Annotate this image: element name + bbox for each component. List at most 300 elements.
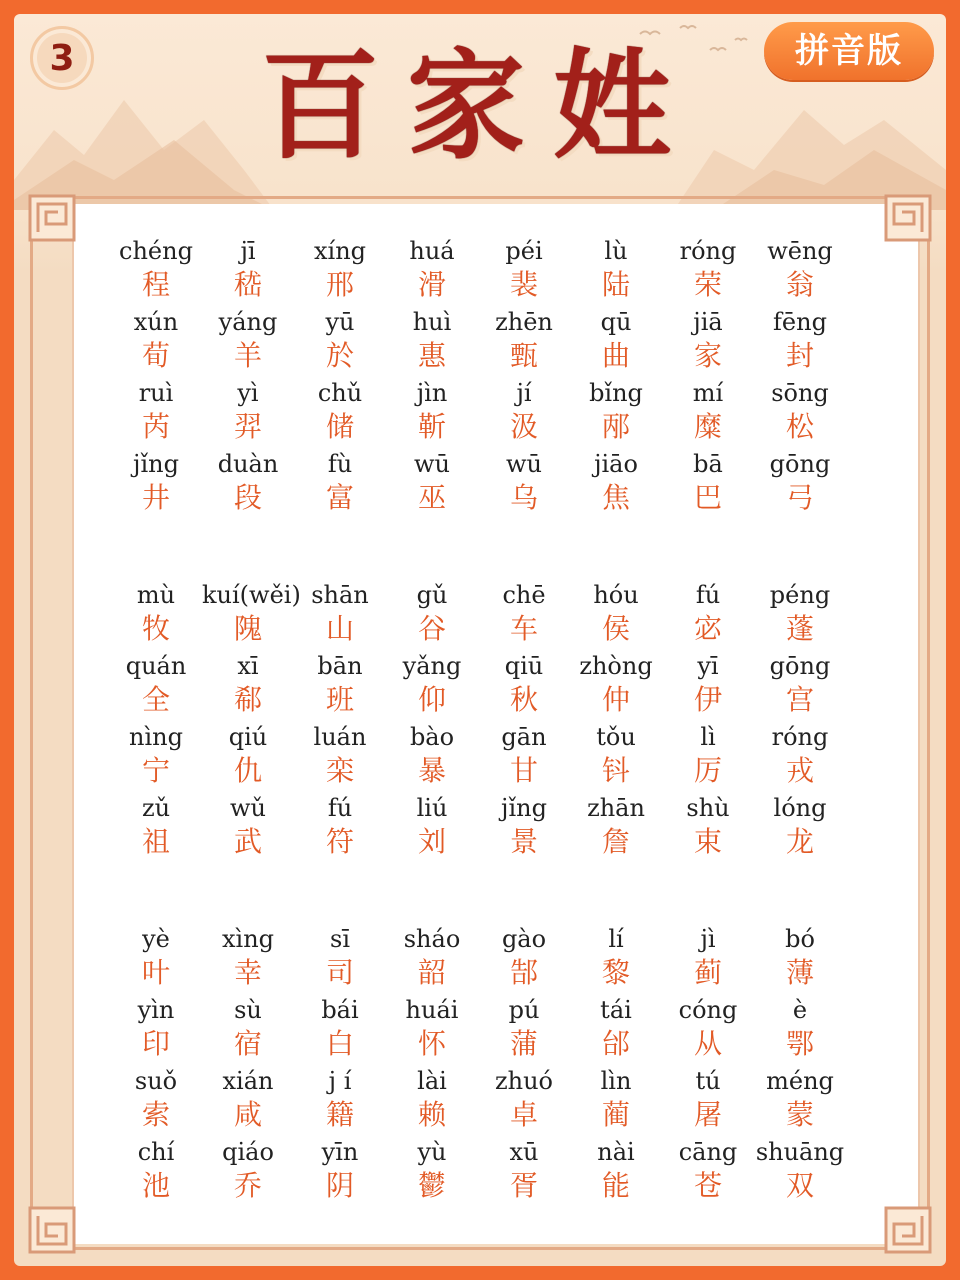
- surname-character: 巴: [693, 481, 722, 514]
- surname-cell: [754, 578, 846, 649]
- surname-cell: [110, 234, 202, 305]
- pinyin-label: yì: [237, 379, 259, 407]
- pinyin-label: qiáo: [222, 1138, 274, 1166]
- surname-cell: [294, 578, 386, 649]
- surname-cell: [754, 1135, 846, 1206]
- pinyin-label: péi: [505, 237, 543, 265]
- surname-character: 宓: [693, 612, 722, 645]
- surname-character: 薄: [785, 956, 814, 989]
- surname-cell: [294, 447, 386, 518]
- pinyin-label: suǒ: [134, 1067, 178, 1095]
- surname-character: 胥: [509, 1169, 538, 1202]
- surname-cell: [478, 305, 570, 376]
- surname-character: 武: [233, 825, 262, 858]
- pinyin-label: wū: [506, 450, 542, 478]
- surname-row: [110, 578, 850, 649]
- surname-row: [110, 720, 850, 791]
- surname-character: 荀: [141, 339, 170, 372]
- surname-cell: [662, 447, 754, 518]
- surname-cell: [478, 993, 570, 1064]
- pinyin-label: sōng: [771, 379, 829, 407]
- pinyin-label: bái: [321, 996, 359, 1024]
- surname-cell: [570, 447, 662, 518]
- surname-cell: [570, 1135, 662, 1206]
- surname-character: 松: [785, 410, 814, 443]
- surname-row: [110, 305, 850, 376]
- pinyin-label: chéng: [119, 237, 193, 265]
- pinyin-label: jí: [516, 379, 532, 407]
- pinyin-label: bó: [785, 925, 815, 953]
- pinyin-label: shān: [311, 581, 369, 609]
- surname-cell: [754, 376, 846, 447]
- surname-character: 乌: [509, 481, 538, 514]
- surname-row: [110, 1135, 850, 1206]
- pinyin-label: gōng: [769, 652, 831, 680]
- surname-cell: [662, 305, 754, 376]
- surname-character: 芮: [141, 410, 170, 443]
- pinyin-label: yīn: [321, 1138, 359, 1166]
- surname-cell: [202, 1064, 294, 1135]
- surname-character: 蒲: [509, 1027, 538, 1060]
- surname-cell: [754, 791, 846, 862]
- pinyin-label: xián: [222, 1067, 274, 1095]
- surname-character: 邰: [601, 1027, 630, 1060]
- surname-cell: [386, 1064, 478, 1135]
- surname-cell: [754, 447, 846, 518]
- page-number-badge: 3: [30, 26, 94, 90]
- surname-section: [110, 234, 850, 518]
- pinyin-label: huá: [409, 237, 455, 265]
- surname-cell: [386, 447, 478, 518]
- surname-cell: [294, 993, 386, 1064]
- pinyin-label: jìn: [416, 379, 448, 407]
- corner-ornament-icon: [884, 194, 932, 242]
- pinyin-label: lài: [417, 1067, 447, 1095]
- surname-character: 侯: [601, 612, 630, 645]
- surname-character: 乔: [233, 1169, 262, 1202]
- surname-cell: [570, 993, 662, 1064]
- pinyin-label: fù: [327, 450, 353, 478]
- pinyin-label: gǔ: [416, 581, 448, 609]
- surname-row: [110, 1064, 850, 1135]
- surname-section: [110, 578, 850, 862]
- surname-row: [110, 791, 850, 862]
- corner-ornament-icon: [884, 1206, 932, 1254]
- corner-ornament-icon: [28, 1206, 76, 1254]
- pinyin-label: yáng: [218, 308, 278, 336]
- surname-character: 靳: [417, 410, 446, 443]
- surname-cell: [570, 791, 662, 862]
- surname-cell: [478, 447, 570, 518]
- surname-character: 祖: [141, 825, 170, 858]
- surname-cell: [754, 720, 846, 791]
- surname-section: [110, 922, 850, 1206]
- pinyin-label: cóng: [678, 996, 738, 1024]
- surname-cell: [110, 447, 202, 518]
- pinyin-label: huái: [405, 996, 459, 1024]
- surname-character: 车: [509, 612, 538, 645]
- surname-cell: [110, 791, 202, 862]
- surname-cell: [478, 720, 570, 791]
- surname-character: 曲: [601, 339, 630, 372]
- corner-ornament-icon: [28, 194, 76, 242]
- pinyin-label: lìn: [600, 1067, 632, 1095]
- pinyin-label: mù: [136, 581, 176, 609]
- surname-cell: [202, 1135, 294, 1206]
- surname-character: 白: [325, 1027, 354, 1060]
- surname-row: [110, 922, 850, 993]
- pinyin-label: gào: [501, 925, 547, 953]
- surname-cell: [202, 649, 294, 720]
- surname-cell: [754, 305, 846, 376]
- surname-cell: [202, 578, 301, 649]
- surname-cell: [754, 234, 846, 305]
- pinyin-label: fú: [327, 794, 353, 822]
- surname-character: 谷: [417, 612, 446, 645]
- surname-character: 於: [325, 339, 354, 372]
- surname-cell: [294, 305, 386, 376]
- pinyin-label: chē: [502, 581, 546, 609]
- surname-cell: [202, 993, 294, 1064]
- surname-row: [110, 447, 850, 518]
- surname-cell: [570, 305, 662, 376]
- surname-character: 戎: [785, 754, 814, 787]
- pinyin-label: tú: [695, 1067, 721, 1095]
- surname-cell: [570, 922, 662, 993]
- pinyin-label: sù: [234, 996, 262, 1024]
- surname-character: 牧: [141, 612, 170, 645]
- pinyin-label: zhuó: [494, 1067, 553, 1095]
- surname-row: [110, 376, 850, 447]
- pinyin-label: lù: [604, 237, 628, 265]
- surname-cell: [478, 1064, 570, 1135]
- surname-character: 宫: [785, 683, 814, 716]
- surname-cell: [202, 447, 294, 518]
- surname-character: 钭: [601, 754, 630, 787]
- surname-cell: [662, 993, 754, 1064]
- surname-character: 弓: [785, 481, 814, 514]
- pinyin-label: yī: [697, 652, 719, 680]
- pinyin-label: quán: [125, 652, 187, 680]
- pinyin-label: nìng: [129, 723, 183, 751]
- surname-character: 班: [325, 683, 354, 716]
- surname-cell: [202, 305, 294, 376]
- surname-cell: [110, 993, 202, 1064]
- pinyin-label: péng: [769, 581, 831, 609]
- surname-character: 富: [325, 481, 354, 514]
- pinyin-label: lì: [700, 723, 716, 751]
- surname-cell: [386, 791, 478, 862]
- surname-character: 陆: [601, 268, 630, 301]
- surname-character: 井: [141, 481, 170, 514]
- pinyin-label: zǔ: [141, 794, 171, 822]
- pinyin-label: jī: [240, 237, 256, 265]
- surname-cell: [386, 234, 478, 305]
- surname-character: 仰: [417, 683, 446, 716]
- surname-cell: [294, 234, 386, 305]
- pinyin-label: cāng: [678, 1138, 738, 1166]
- pinyin-label: bān: [317, 652, 363, 680]
- surname-cell: [478, 376, 570, 447]
- surname-cell: [662, 1135, 754, 1206]
- surname-character: 池: [141, 1169, 170, 1202]
- pinyin-label: jì: [700, 925, 716, 953]
- pinyin-label: jiā: [693, 308, 723, 336]
- surname-grid: [110, 234, 850, 1266]
- surname-cell: [294, 1135, 386, 1206]
- surname-character: 索: [141, 1098, 170, 1131]
- surname-character: 荣: [693, 268, 722, 301]
- surname-cell: [570, 649, 662, 720]
- surname-cell: [570, 720, 662, 791]
- surname-character: 赖: [417, 1098, 446, 1131]
- surname-cell: [478, 234, 570, 305]
- surname-cell: [662, 791, 754, 862]
- surname-cell: [662, 234, 754, 305]
- edition-badge: 拼音版: [764, 22, 934, 80]
- pinyin-label: qū: [600, 308, 632, 336]
- surname-cell: [202, 922, 294, 993]
- pinyin-label: méng: [766, 1067, 834, 1095]
- surname-cell: [570, 376, 662, 447]
- surname-character: 焦: [601, 481, 630, 514]
- surname-row: [110, 993, 850, 1064]
- surname-character: 段: [233, 481, 262, 514]
- pinyin-label: róng: [771, 723, 829, 751]
- surname-cell: [386, 1135, 478, 1206]
- surname-cell: [386, 305, 478, 376]
- surname-cell: [110, 305, 202, 376]
- pinyin-label: zhòng: [579, 652, 653, 680]
- surname-cell: [386, 376, 478, 447]
- surname-row: [110, 649, 850, 720]
- pinyin-label: jǐng: [501, 794, 547, 822]
- surname-character: 印: [141, 1027, 170, 1060]
- surname-character: 裴: [509, 268, 538, 301]
- surname-cell: [386, 720, 478, 791]
- pinyin-label: lí: [608, 925, 624, 953]
- pinyin-label: zhān: [587, 794, 645, 822]
- pinyin-label: tǒu: [596, 723, 636, 751]
- surname-character: 苍: [693, 1169, 722, 1202]
- surname-character: 封: [785, 339, 814, 372]
- surname-character: 龙: [785, 825, 814, 858]
- surname-character: 山: [325, 612, 354, 645]
- pinyin-label: wēng: [767, 237, 833, 265]
- pinyin-label: xū: [509, 1138, 539, 1166]
- pinyin-label: wū: [414, 450, 450, 478]
- pinyin-label: huì: [412, 308, 452, 336]
- surname-character: 郗: [233, 683, 262, 716]
- surname-character: 阴: [325, 1169, 354, 1202]
- surname-character: 詹: [601, 825, 630, 858]
- pinyin-label: mí: [692, 379, 724, 407]
- surname-cell: [662, 1064, 754, 1135]
- surname-cell: [478, 922, 570, 993]
- surname-character: 栾: [325, 754, 354, 787]
- pinyin-label: bā: [693, 450, 723, 478]
- pinyin-label: duàn: [217, 450, 279, 478]
- surname-character: 蓬: [785, 612, 814, 645]
- pinyin-label: shù: [686, 794, 730, 822]
- pinyin-label: yū: [325, 308, 355, 336]
- surname-cell: [386, 993, 478, 1064]
- pinyin-label: wǔ: [230, 794, 266, 822]
- surname-character: 咸: [233, 1098, 262, 1131]
- pinyin-label: kuí(wěi): [202, 581, 301, 609]
- surname-cell: [202, 791, 294, 862]
- surname-cell: [662, 649, 754, 720]
- surname-cell: [386, 649, 478, 720]
- surname-character: 羊: [233, 339, 262, 372]
- surname-character: 卓: [509, 1098, 538, 1131]
- pinyin-label: pú: [508, 996, 540, 1024]
- pinyin-label: lóng: [773, 794, 827, 822]
- pinyin-label: luán: [313, 723, 367, 751]
- surname-character: 符: [325, 825, 354, 858]
- surname-character: 叶: [141, 956, 170, 989]
- pinyin-label: zhēn: [495, 308, 553, 336]
- surname-cell: [754, 1064, 846, 1135]
- surname-cell: [202, 376, 294, 447]
- surname-cell: [754, 993, 846, 1064]
- surname-row: [110, 234, 850, 305]
- surname-character: 能: [601, 1169, 630, 1202]
- pinyin-label: j í: [328, 1067, 352, 1095]
- pinyin-label: yè: [142, 925, 170, 953]
- surname-character: 惠: [417, 339, 446, 372]
- surname-cell: [570, 234, 662, 305]
- surname-character: 蔺: [601, 1098, 630, 1131]
- surname-character: 刘: [417, 825, 446, 858]
- surname-cell: [110, 1064, 202, 1135]
- surname-character: 从: [693, 1027, 722, 1060]
- surname-cell: [110, 649, 202, 720]
- surname-character: 韶: [417, 956, 446, 989]
- surname-character: 程: [141, 268, 170, 301]
- surname-cell: [662, 578, 754, 649]
- surname-cell: [294, 791, 386, 862]
- pinyin-label: fēng: [773, 308, 827, 336]
- pinyin-label: gān: [501, 723, 547, 751]
- surname-cell: [478, 578, 570, 649]
- surname-cell: [754, 922, 846, 993]
- surname-character: 伊: [693, 683, 722, 716]
- surname-character: 鄂: [785, 1027, 814, 1060]
- pinyin-label: sī: [330, 925, 350, 953]
- surname-cell: [478, 791, 570, 862]
- surname-cell: [294, 649, 386, 720]
- surname-character: 秋: [509, 683, 538, 716]
- surname-cell: [294, 922, 386, 993]
- pinyin-label: yù: [417, 1138, 447, 1166]
- pinyin-label: chǔ: [317, 379, 363, 407]
- surname-character: 束: [693, 825, 722, 858]
- surname-character: 汲: [509, 410, 538, 443]
- surname-character: 籍: [325, 1098, 354, 1131]
- pinyin-label: jiāo: [594, 450, 638, 478]
- surname-character: 全: [141, 683, 170, 716]
- pinyin-label: ruì: [138, 379, 174, 407]
- pinyin-label: yǎng: [402, 652, 462, 680]
- surname-character: 司: [325, 956, 354, 989]
- pinyin-label: xī: [237, 652, 259, 680]
- surname-cell: [110, 720, 202, 791]
- pinyin-label: qiū: [504, 652, 544, 680]
- surname-cell: [202, 234, 294, 305]
- pinyin-label: sháo: [403, 925, 461, 953]
- surname-cell: [294, 376, 386, 447]
- pinyin-label: bǐng: [589, 379, 643, 407]
- surname-character: 巫: [417, 481, 446, 514]
- surname-character: 翁: [785, 268, 814, 301]
- surname-cell: [386, 922, 478, 993]
- pinyin-label: xìng: [221, 925, 275, 953]
- surname-character: 储: [325, 410, 354, 443]
- surname-cell: [110, 578, 202, 649]
- surname-character: 暴: [417, 754, 446, 787]
- surname-character: 邢: [325, 268, 354, 301]
- surname-cell: [294, 1064, 386, 1135]
- surname-character: 宁: [141, 754, 170, 787]
- surname-cell: [478, 649, 570, 720]
- pinyin-label: hóu: [593, 581, 639, 609]
- surname-cell: [754, 649, 846, 720]
- surname-cell: [570, 1064, 662, 1135]
- surname-character: 邴: [601, 410, 630, 443]
- surname-character: 嵇: [233, 268, 262, 301]
- pinyin-label: bào: [409, 723, 455, 751]
- pinyin-label: fú: [695, 581, 721, 609]
- pinyin-label: è: [792, 996, 808, 1024]
- surname-cell: [662, 376, 754, 447]
- surname-character: 滑: [417, 268, 446, 301]
- surname-character: 羿: [233, 410, 262, 443]
- surname-character: 幸: [233, 956, 262, 989]
- pinyin-label: xún: [133, 308, 179, 336]
- surname-character: 怀: [417, 1027, 446, 1060]
- surname-character: 宿: [233, 1027, 262, 1060]
- surname-cell: [110, 1135, 202, 1206]
- surname-character: 仲: [601, 683, 630, 716]
- surname-cell: [662, 720, 754, 791]
- surname-character: 蒙: [785, 1098, 814, 1131]
- surname-cell: [294, 720, 386, 791]
- surname-character: 厉: [693, 754, 722, 787]
- pinyin-label: tái: [600, 996, 632, 1024]
- pinyin-label: nài: [597, 1138, 635, 1166]
- pinyin-label: gōng: [769, 450, 831, 478]
- pinyin-label: liú: [416, 794, 448, 822]
- pinyin-label: chí: [137, 1138, 175, 1166]
- surname-character: 甘: [509, 754, 538, 787]
- surname-character: 蓟: [693, 956, 722, 989]
- pinyin-label: xíng: [313, 237, 367, 265]
- pinyin-label: róng: [679, 237, 737, 265]
- pinyin-label: jǐng: [133, 450, 179, 478]
- surname-character: 屠: [693, 1098, 722, 1131]
- surname-character: 黎: [601, 956, 630, 989]
- pinyin-label: qiú: [228, 723, 268, 751]
- surname-character: 仇: [233, 754, 262, 787]
- surname-character: 家: [693, 339, 722, 372]
- surname-character: 甄: [509, 339, 538, 372]
- surname-character: 双: [785, 1169, 814, 1202]
- surname-cell: [478, 1135, 570, 1206]
- surname-cell: [662, 922, 754, 993]
- surname-cell: [386, 578, 478, 649]
- surname-character: 郜: [509, 956, 538, 989]
